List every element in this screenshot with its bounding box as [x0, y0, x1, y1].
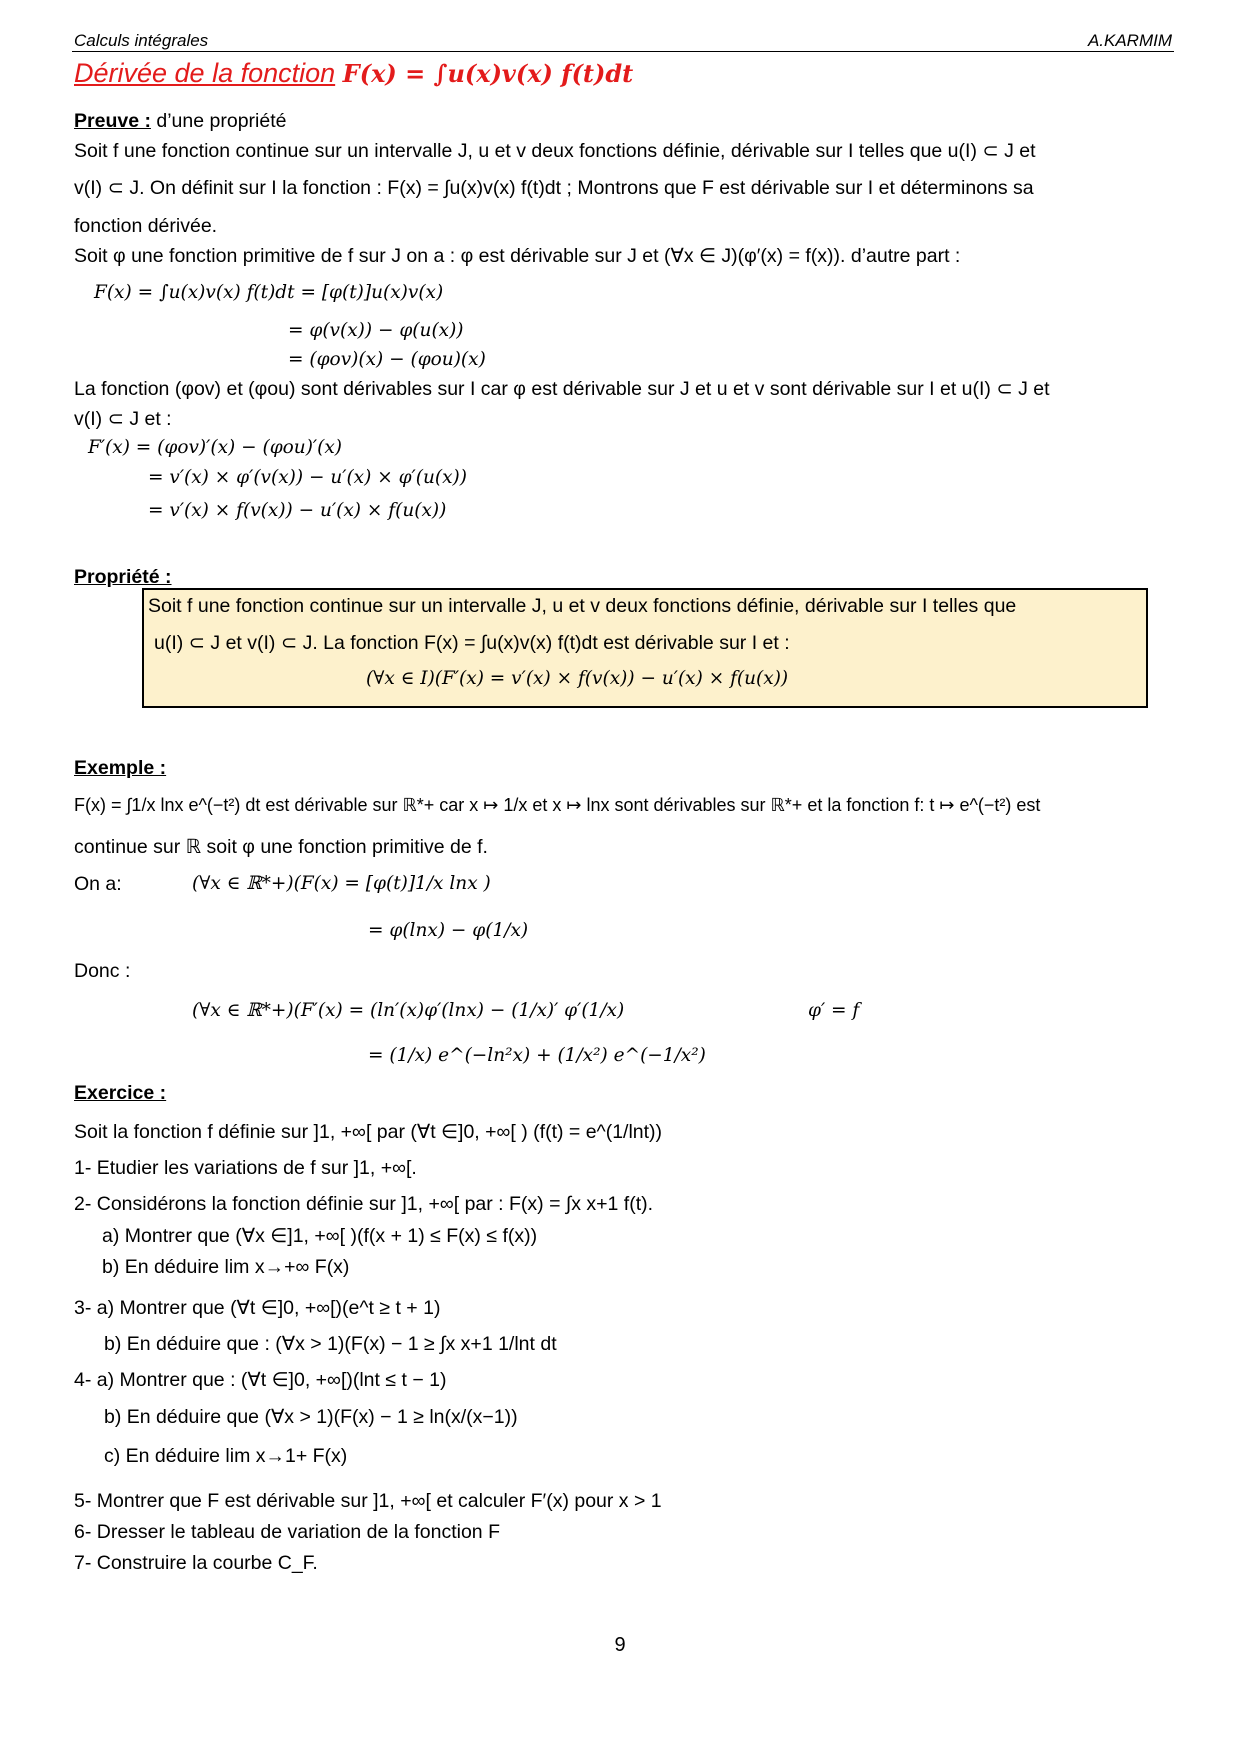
section-title-formula: F(x) = ∫u(x)v(x) f(t)dt — [342, 59, 634, 88]
exemple-line-2: continue sur ℝ soit φ une fonction primitive de f. — [74, 836, 488, 858]
exercice-item-7: 7- Construire la courbe C_F. — [74, 1552, 318, 1574]
preuve-mid-line-1: La fonction (φov) et (φou) sont dérivables sur I car φ est dérivable sur J et u et v sont dérivable sur I et u(I) ⊂ J et — [74, 378, 1050, 400]
header-rule — [72, 51, 1174, 52]
exercice-item-5: 5- Montrer que F est dérivable sur ]1, +∞[ et calculer F′(x) pour x > 1 — [74, 1490, 662, 1512]
preuve-calc2-line-2: = v′(x) × φ′(v(x)) − u′(x) × φ′(u(x)) — [148, 467, 467, 488]
propriete-line-3: (∀x ∈ I)(F′(x) = v′(x) × f(v(x)) − u′(x) × f(u(x)) — [366, 668, 789, 689]
exemple-heading — [74, 757, 166, 780]
exercice-item-4a: 4- a) Montrer que : (∀t ∈]0, +∞[)(lnt ≤ t − 1) — [74, 1369, 447, 1391]
donc-line-2: = (1/x) e^(−ln²x) + (1/x²) e^(−1/x²) — [368, 1045, 706, 1066]
exercice-item-1: 1- Etudier les variations de f sur ]1, +∞[. — [74, 1157, 417, 1179]
preuve-intro: d’une propriété — [156, 110, 287, 132]
exercice-item-3b: b) En déduire que : (∀x > 1)(F(x) − 1 ≥ ∫x x+1 1/lnt dt — [104, 1333, 557, 1355]
propriete-label: Propriété : — [74, 566, 172, 588]
preuve-line-4: Soit φ une fonction primitive de f sur J on a : φ est dérivable sur J et (∀x ∈ J)(φ′(x) = f(x)). d’autre part : — [74, 245, 961, 267]
donc-note: φ′ = f — [808, 1000, 860, 1021]
on-a-label: On a: — [74, 873, 122, 895]
donc-label: Donc : — [74, 960, 131, 982]
propriete-heading — [74, 566, 172, 589]
section-title — [74, 58, 633, 89]
exemple-line-1: F(x) = ∫1/x lnx e^(−t²) dt est dérivable sur ℝ*+ car x ↦ 1/x et x ↦ lnx sont dérivables sur ℝ*+ et la fonction f: t ↦ e^(−t²) est — [74, 795, 1041, 815]
exercice-item-2a: a) Montrer que (∀x ∈]1, +∞[ )(f(x + 1) ≤ F(x) ≤ f(x)) — [102, 1225, 538, 1247]
preuve-calc1-line-3: = (φov)(x) − (φou)(x) — [288, 349, 486, 370]
exemple-label: Exemple : — [74, 757, 167, 779]
page-number: 9 — [614, 1634, 626, 1656]
preuve-calc2-line-3: = v′(x) × f(v(x)) − u′(x) × f(u(x)) — [148, 500, 447, 521]
preuve-line-3: fonction dérivée. — [74, 215, 218, 237]
exercice-item-4b: b) En déduire que (∀x > 1)(F(x) − 1 ≥ ln(x/(x−1)) — [104, 1406, 518, 1428]
on-a-line-2: = φ(lnx) − φ(1/x) — [368, 920, 529, 941]
header-left: Calculs intégrales — [74, 31, 209, 50]
preuve-calc1-line-2: = φ(v(x)) − φ(u(x)) — [288, 320, 464, 341]
section-title-text: Dérivée de la fonction — [74, 58, 336, 88]
header-right: A.KARMIM — [1087, 31, 1172, 50]
exercice-intro: Soit la fonction f définie sur ]1, +∞[ par (∀t ∈]0, +∞[ ) (f(t) = e^(1/lnt)) — [74, 1121, 663, 1143]
exercice-item-6: 6- Dresser le tableau de variation de la fonction F — [74, 1521, 500, 1543]
preuve-line-1: Soit f une fonction continue sur un intervalle J, u et v deux fonctions définie, dérivable sur I telles que u(I) ⊂ J et — [74, 140, 1036, 162]
exercice-heading — [74, 1082, 166, 1105]
preuve-calc1-line-1: F(x) = ∫u(x)v(x) f(t)dt = [φ(t)]u(x)v(x) — [94, 282, 444, 303]
propriete-line-1: Soit f une fonction continue sur un intervalle J, u et v deux fonctions définie, dérivable sur I telles que — [148, 595, 1017, 617]
preuve-label: Preuve : — [74, 110, 151, 132]
on-a-line-1: (∀x ∈ ℝ*+)(F(x) = [φ(t)]1/x lnx ) — [192, 873, 491, 894]
propriete-box — [142, 588, 1148, 708]
donc-line-1: (∀x ∈ ℝ*+)(F′(x) = (ln′(x)φ′(lnx) − (1/x)′ φ′(1/x) — [192, 1000, 625, 1021]
exercice-item-2: 2- Considérons la fonction définie sur ]1, +∞[ par : F(x) = ∫x x+1 f(t). — [74, 1193, 654, 1215]
preuve-calc2-line-1: F′(x) = (φov)′(x) − (φou)′(x) — [88, 437, 342, 458]
propriete-line-2: u(I) ⊂ J et v(I) ⊂ J. La fonction F(x) = ∫u(x)v(x) f(t)dt est dérivable sur I et : — [154, 632, 790, 654]
preuve-mid-line-2: v(I) ⊂ J et : — [74, 408, 172, 430]
preuve-heading — [74, 110, 286, 133]
exercice-item-3a: 3- a) Montrer que (∀t ∈]0, +∞[)(e^t ≥ t + 1) — [74, 1297, 441, 1319]
exercice-label: Exercice : — [74, 1082, 167, 1104]
preuve-line-2: v(I) ⊂ J. On définit sur I la fonction : F(x) = ∫u(x)v(x) f(t)dt ; Montrons que F est dérivable sur I et déterminons sa — [74, 177, 1034, 199]
exercice-item-2b: b) En déduire lim x→+∞ F(x) — [102, 1256, 350, 1278]
exercice-item-4c: c) En déduire lim x→1+ F(x) — [104, 1445, 348, 1467]
